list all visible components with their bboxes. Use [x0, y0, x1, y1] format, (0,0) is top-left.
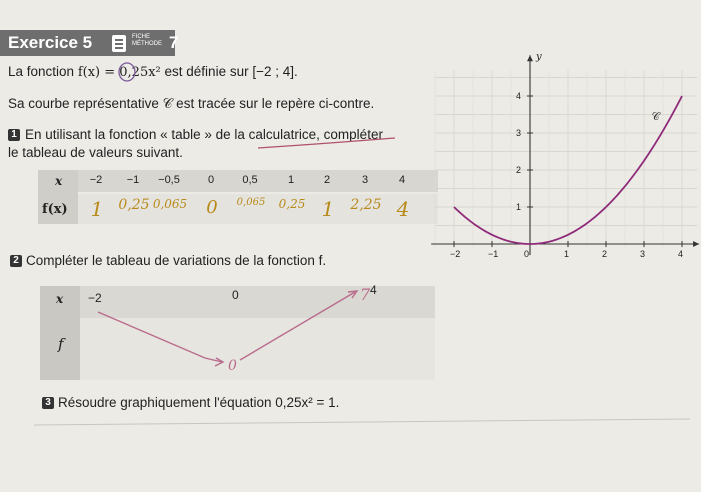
value-table-fx-cell[interactable]: 0,065: [236, 197, 266, 208]
x-tick-label: −2: [450, 249, 461, 259]
hand-bottom: 0: [228, 358, 237, 374]
variation-arrows: [98, 291, 357, 366]
intro-text-a: La fonction: [8, 64, 75, 79]
question-3-text: Résoudre graphiquement l'équation 0,25x² = 1.: [58, 395, 340, 410]
variation-table-f-label: f: [58, 335, 64, 353]
variation-x-mid: 0: [232, 288, 239, 302]
question-2-text: Compléter le tableau de variations de la fonction f.: [26, 253, 327, 268]
y-tick-label: 2: [516, 165, 522, 175]
value-table-x-cell: 0,5: [242, 174, 258, 186]
value-table-x-cell: 2: [323, 174, 331, 186]
x-tick-label: 2: [602, 249, 608, 259]
x-tick-label: 1: [564, 249, 570, 259]
domain-interval: [−2 ; 4].: [252, 64, 298, 79]
value-table-fx-cell[interactable]: 1: [321, 197, 335, 221]
variation-x-start: −2: [88, 291, 102, 305]
x-tick-label: 4: [678, 249, 684, 259]
fiche-label-line1: FICHE: [132, 34, 150, 40]
y-tick-label: 1: [516, 202, 522, 212]
question-1-line-2: le tableau de valeurs suivant.: [8, 145, 183, 160]
question-1-line-1: En utilisant la fonction « table » de la calculatrice, compléter: [25, 127, 383, 142]
value-table-fx-cell[interactable]: 0,25: [118, 197, 150, 213]
question-3-number: 3: [42, 397, 54, 409]
y-axis-arrow: [527, 55, 533, 61]
hand-top-right: 7: [360, 285, 371, 304]
fiche-number: 7: [169, 33, 179, 52]
value-table-fx-cell[interactable]: 4: [396, 197, 410, 221]
question-2-number: 2: [10, 255, 22, 267]
variation-x-end: 4: [370, 283, 377, 297]
increasing-arrow-head: [348, 291, 357, 298]
value-table-x-cell: −2: [89, 174, 103, 186]
decreasing-arrow: [98, 312, 222, 362]
y-tick-label: 3: [516, 128, 522, 138]
function-formula: f(x) = 0,25x²: [77, 65, 161, 80]
variation-table-x-label: x: [56, 292, 64, 306]
fiche-label-line2: MÉTHODE: [132, 41, 162, 47]
value-table-fx-cell[interactable]: 1: [90, 197, 104, 221]
hand-underline: [258, 138, 395, 148]
question-1-number: 1: [8, 129, 20, 141]
value-table-fx-cell[interactable]: 0: [206, 197, 218, 218]
value-table-fx-cell[interactable]: 2,25: [350, 197, 382, 213]
x-axis-arrow: [693, 241, 699, 247]
y-axis-label: y: [536, 51, 542, 63]
value-table-x-cell: −1: [126, 174, 140, 186]
value-table-x-label: x: [55, 174, 63, 188]
intro-line-2: Sa courbe représentative 𝒞 est tracée sur le repère ci-contre.: [8, 96, 375, 111]
x-tick-label: 3: [640, 249, 646, 259]
x-tick-label: 0: [524, 249, 530, 259]
intro-text-b: est définie sur: [164, 64, 249, 79]
increasing-arrow: [240, 292, 355, 360]
function-graph: [431, 51, 701, 259]
hand-circle-mark: [119, 63, 135, 81]
value-table-fx-cell[interactable]: 0,25: [278, 197, 306, 211]
value-table-x-cell: 1: [287, 174, 295, 186]
exercise-title: Exercice 5: [8, 33, 93, 52]
y-tick-label: 4: [516, 91, 522, 101]
value-table-x-cell: 4: [398, 174, 406, 186]
curve-label: 𝒞: [651, 110, 660, 124]
x-tick-label: −1: [488, 249, 499, 259]
value-table-x-cell: 3: [361, 174, 369, 186]
value-table-x-cell: 0: [207, 174, 215, 186]
value-table-fx-label: f(x): [42, 202, 68, 217]
value-table-x-cell: −0,5: [158, 174, 180, 186]
value-table-fx-cell[interactable]: 0,065: [152, 197, 188, 211]
answer-line: [34, 419, 690, 425]
